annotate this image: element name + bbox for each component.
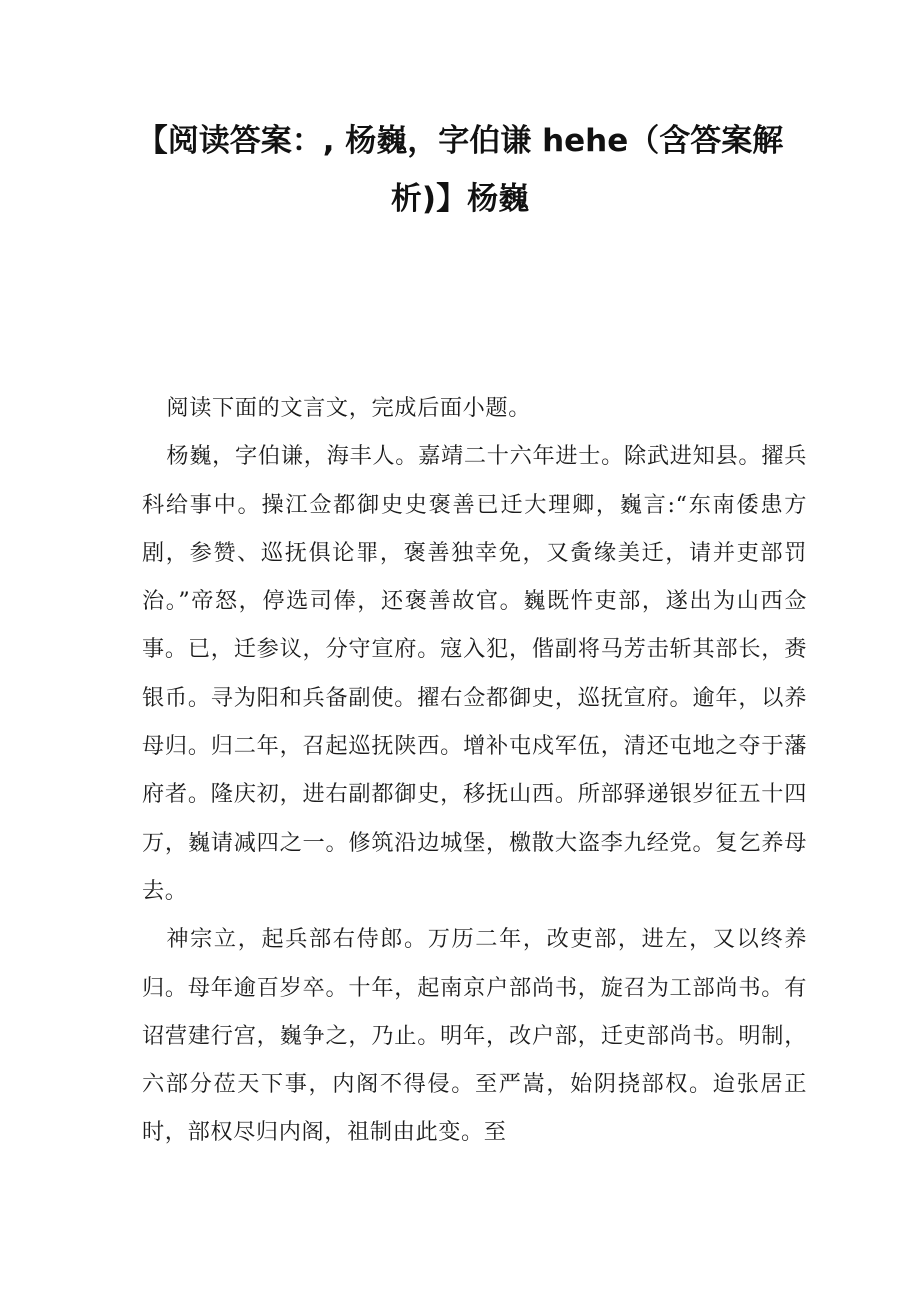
- document-body: [142, 384, 807, 1157]
- paragraph-1: 杨巍，字伯谦，海丰人。嘉靖二十六年进士。除武进知县。擢兵科给事中。操江佥都御史史褒善已迁大理卿，巍言:“东南倭患方剧，参赞、巡抚俱论罪，褒善独幸免，又夤缘美迁，请并吏部罚治。”帝怒，停选司俸，还褒善故官。巍既忤吏部，遂出为山西佥事。已，迁参议，分守宣府。寇入犯，偕副将马芳击斩其部长，赉银币。寻为阳和兵备副使。擢右佥都御史，巡抚宣府。逾年，以养母归。归二年，召起巡抚陕西。增补屯戍军伍，清还屯地之夺于藩府者。隆庆初，进右副都御史，移抚山西。所部驿递银岁征五十四万，巍请减四之一。修筑沿边城堡，檄散大盗李九经党。复乞养母去。: [142, 443, 807, 904]
- document-title: 【阅读答案：, 杨巍，字伯谦 hehe（含答案解析)】杨巍: [136, 123, 784, 217]
- paragraph-2: 神宗立，起兵部右侍郎。万历二年，改吏部，进左，又以终养归。母年逾百岁卒。十年，起南京户部尚书，旋召为工部尚书。有诏营建行宫，巍争之，乃止。明年，改户部，迁吏部尚书。明制，六部分莅天下事，内阁不得侵。至严嵩，始阴挠部权。迨张居正时，部权尽归内阁，祖制由此变。至: [142, 926, 807, 1146]
- paragraph-instruction: 阅读下面的文言文，完成后面小题。: [166, 395, 532, 421]
